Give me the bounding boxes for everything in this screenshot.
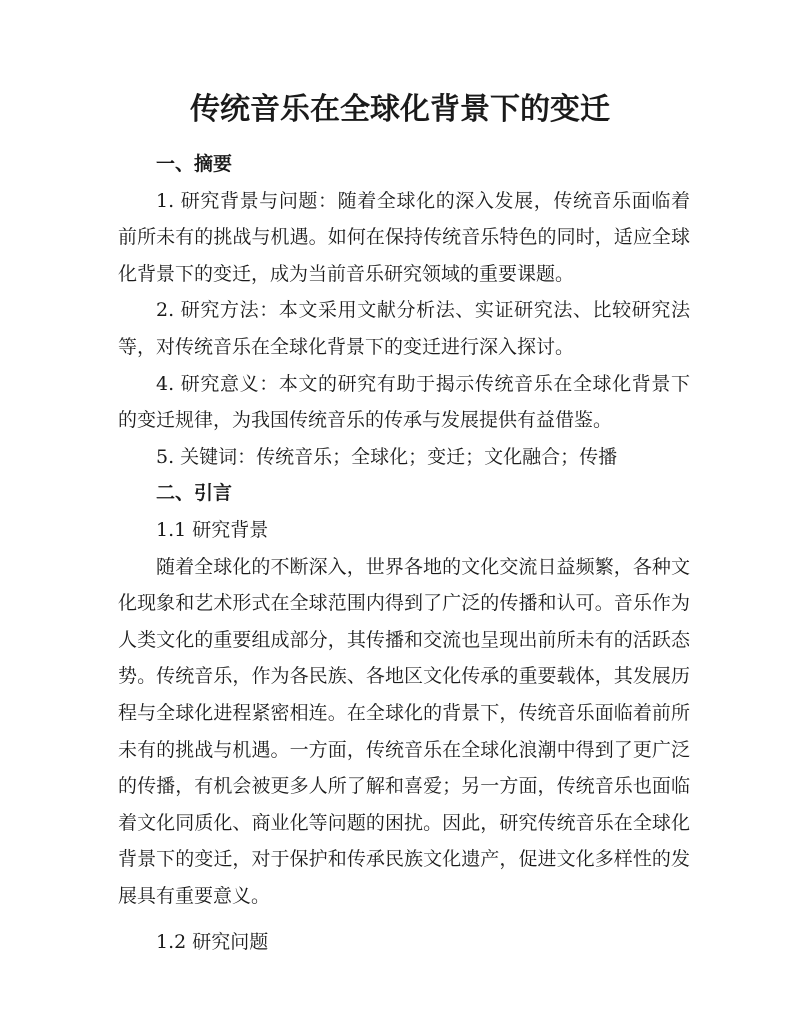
abstract-item-significance: 4. 研究意义：本文的研究有助于揭示传统音乐在全球化背景下的变迁规律，为我国传统音乐的传承与发展提供有益借鉴。 <box>118 372 690 432</box>
subsection-heading-background: 1.1 研究背景 <box>156 518 269 541</box>
intro-paragraph: 随着全球化的不断深入，世界各地的文化交流日益频繁，各种文化现象和艺术形式在全球范围内得到了广泛的传播和认可。音乐作为人类文化的重要组成部分，其传播和交流也呈现出前所未有的活跃态势。传统音乐，作为各民族、各地区文化传承的重要载体，其发展历程与全球化进程紧密相连。在全球化的背景下，传统音乐面临着前所未有的挑战与机遇。一方面，传统音乐在全球化浪潮中得到了更广泛的传播，有机会被更多人所了解和喜爱；另一方面，传统音乐也面临着文化同质化、商业化等问题的困扰。因此，研究传统音乐在全球化背景下的变迁，对于保护和传承民族文化遗产，促进文化多样性的发展具有重要意义。 <box>118 555 690 907</box>
paragraph-gap <box>118 914 690 924</box>
document-title: 传统音乐在全球化背景下的变迁 <box>190 92 610 127</box>
section-heading-abstract: 一、摘要 <box>156 153 233 175</box>
abstract-item-background: 1. 研究背景与问题：随着全球化的深入发展，传统音乐面临着前所未有的挑战与机遇。如何在保持传统音乐特色的同时，适应全球化背景下的变迁，成为当前音乐研究领域的重要课题。 <box>118 189 690 285</box>
subsection-heading-questions: 1.2 研究问题 <box>156 931 269 954</box>
document-body <box>118 146 690 961</box>
section-heading-intro: 二、引言 <box>156 482 233 505</box>
abstract-item-keywords: 5. 关键词：传统音乐；全球化；变迁；文化融合；传播 <box>156 445 618 468</box>
abstract-item-method: 2. 研究方法：本文采用文献分析法、实证研究法、比较研究法等，对传统音乐在全球化背景下的变迁进行深入探讨。 <box>118 299 690 358</box>
